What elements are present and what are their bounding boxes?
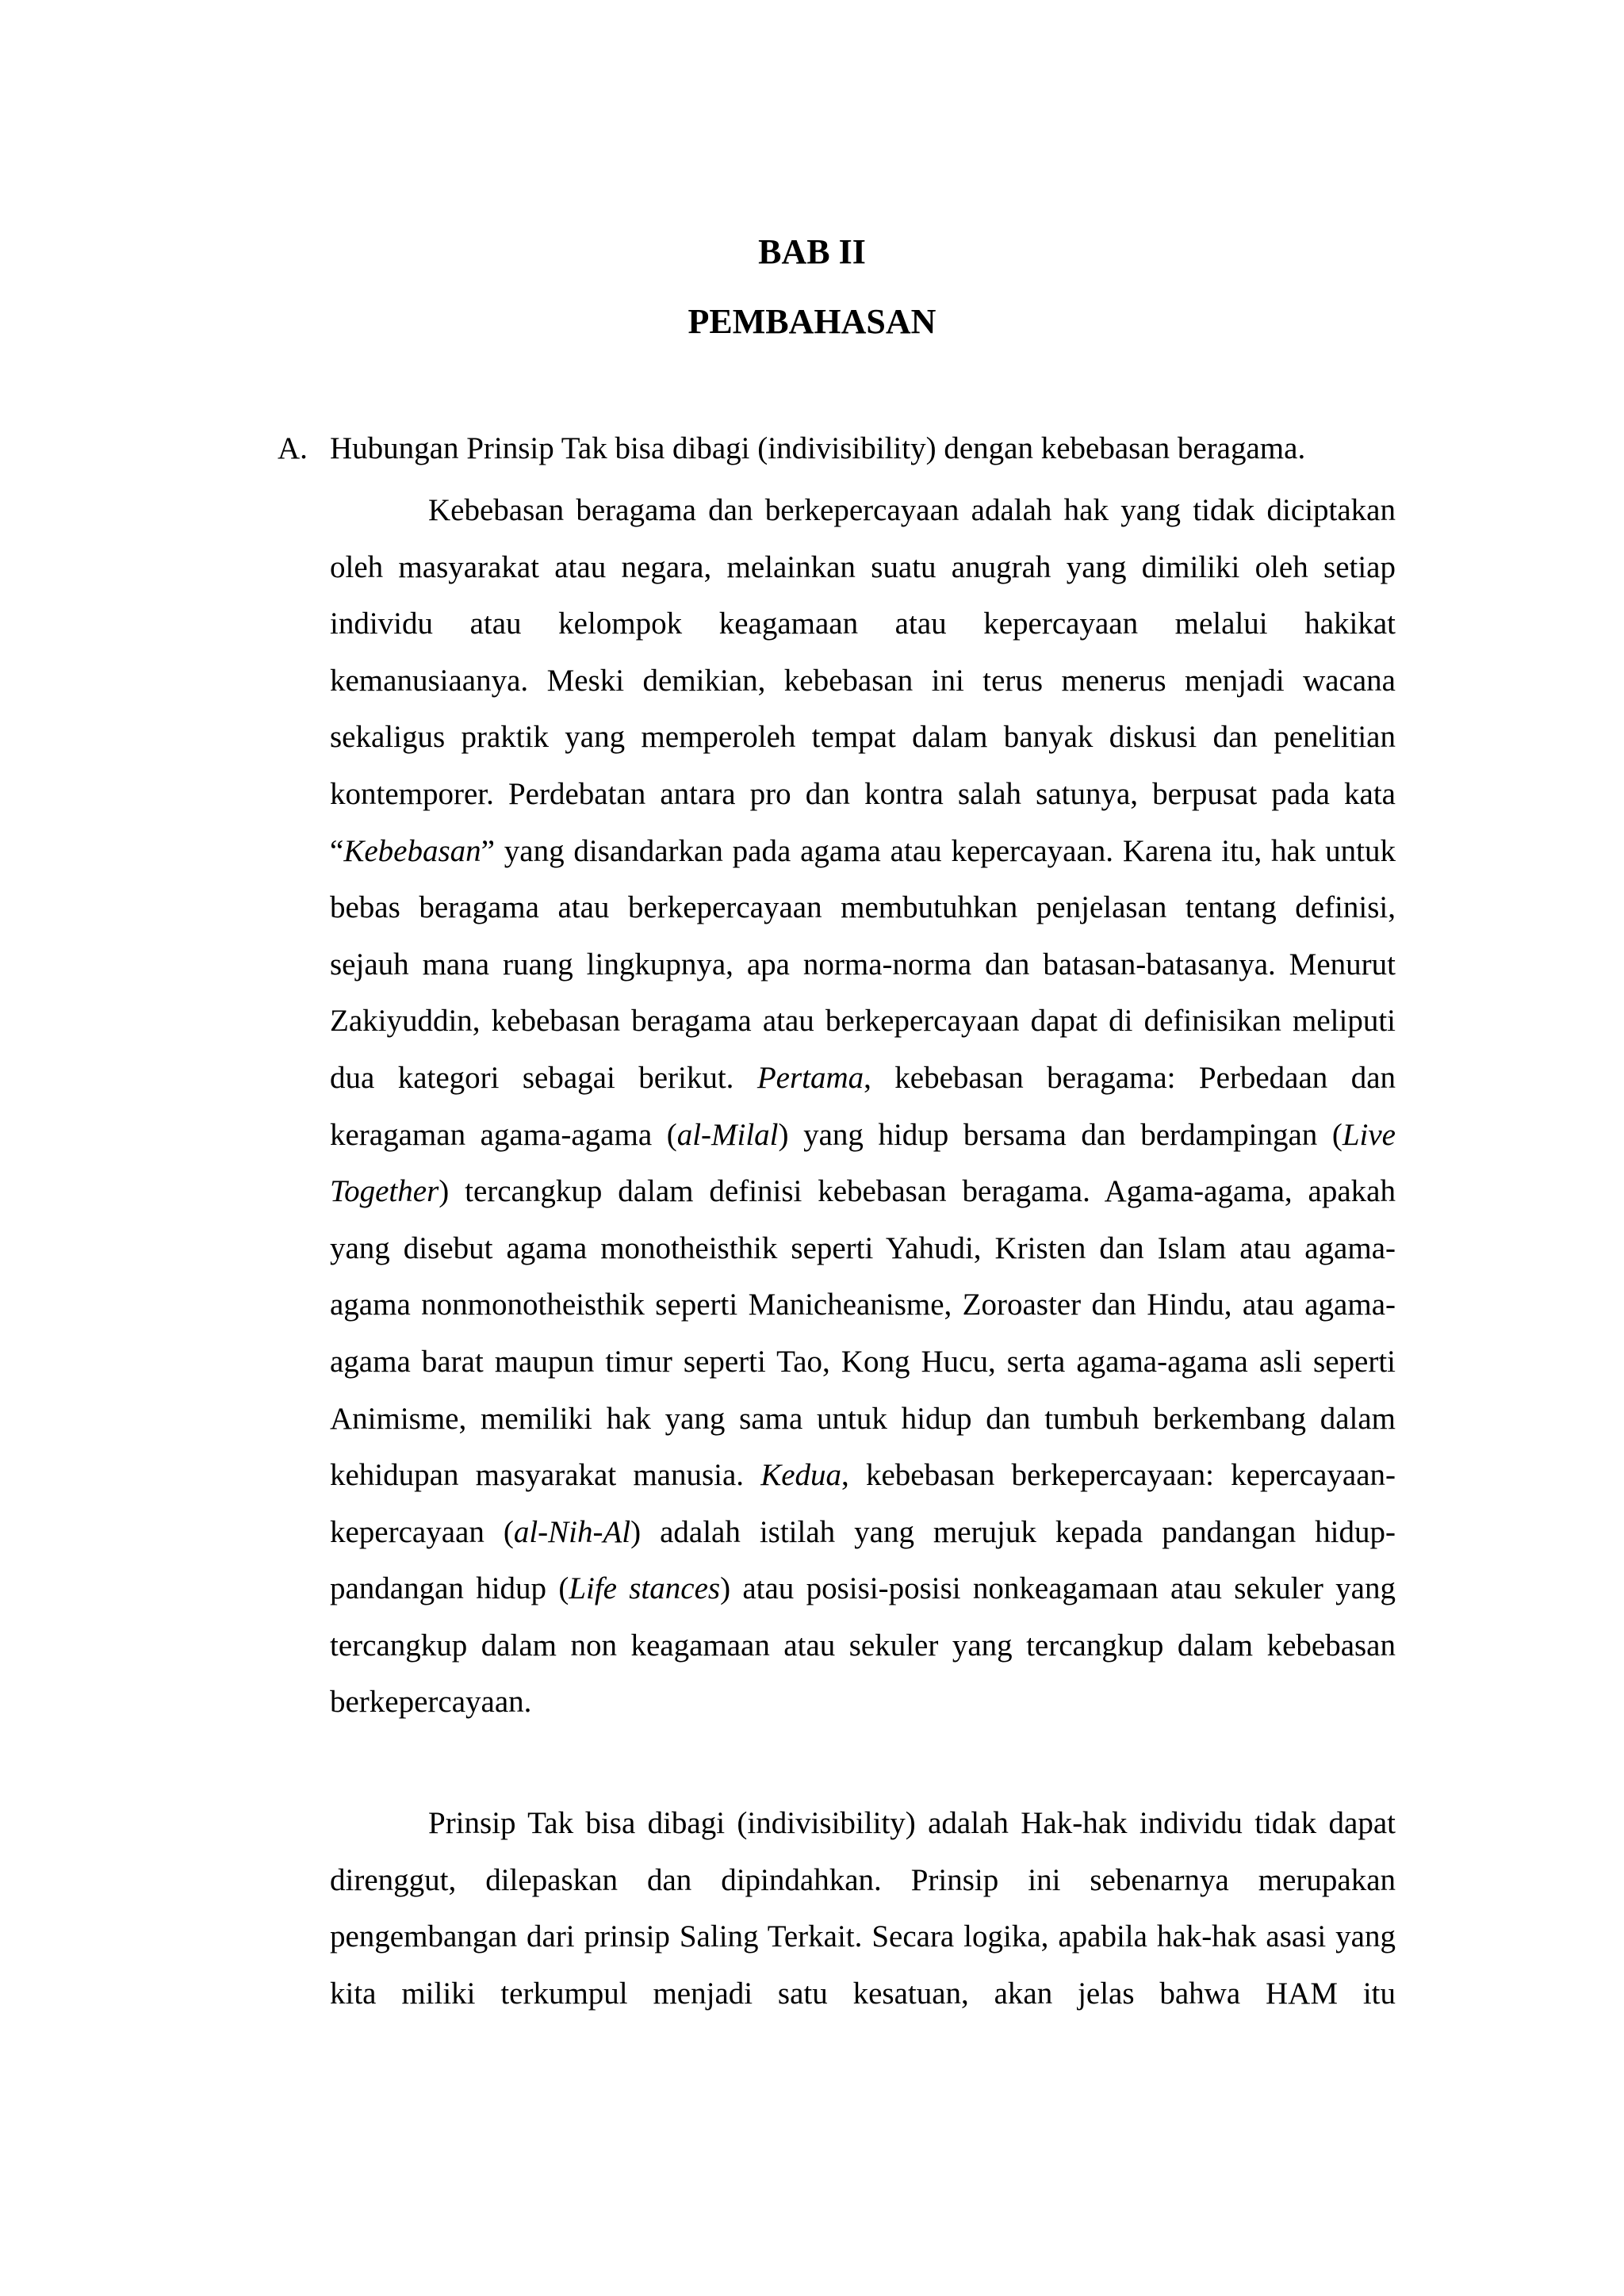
italic-term: Live Together xyxy=(330,1117,1396,1209)
italic-term: Kedua xyxy=(760,1458,842,1493)
text-run: , kebebasan beragama: Perbedaan dan keragaman agama-agama ( xyxy=(330,1060,1396,1152)
text-run: ) adalah istilah yang merujuk kepada pandangan hidup-pandangan hidup ( xyxy=(330,1514,1396,1606)
italic-term: Life stances xyxy=(569,1571,721,1606)
text-run: ” yang disandarkan pada agama atau kepercayaan. Karena itu, hak untuk bebas beragama atau berkepercayaan membutuhkan penjelasan tentang definisi, sejauh mana ruang lingkupnya, apa norma-norma dan batasan-batasanya. Menurut Zakiyuddin, kebebasan beragama atau berkepercayaan dapat di definisikan meliputi dua kategori sebagai berikut. xyxy=(330,833,1396,1095)
chapter-number: BAB II xyxy=(758,232,866,271)
text-run: ) yang hidup bersama dan berdampingan ( xyxy=(778,1117,1342,1152)
body-paragraph-1 xyxy=(330,482,1396,1731)
italic-term: Pertama xyxy=(756,1060,864,1095)
italic-term: Kebebasan xyxy=(343,833,481,868)
text-run: ) tercangkup dalam definisi kebebasan beragama. Agama-agama, apakah yang disebut agama monotheisthik seperti Yahudi, Kristen dan Islam atau agama-agama nonmonotheisthik seperti Manicheanisme, Zoroaster dan Hindu, atau agama-agama barat maupun timur seperti Tao, Kong Hucu, serta agama-agama asli seperti Animisme, memiliki hak yang sama untuk hidup dan tumbuh berkembang dalam kehidupan masyarakat manusia. xyxy=(330,1174,1396,1493)
text-run: Kebebasan beragama dan berkepercayaan adalah hak yang tidak diciptakan oleh masyarakat atau negara, melainkan suatu anugrah yang dimiliki oleh setiap individu atau kelompok keagamaan atau kepercayaan melalui hakikat kemanusiaanya. Meski demikian, kebebasan ini terus menerus menjadi wacana sekaligus praktik yang memperoleh tempat dalam banyak diskusi dan penelitian kontemporer. Perdebatan antara pro dan kontra salah satunya, berpusat pada kata “ xyxy=(330,493,1396,868)
section-heading-text: Hubungan Prinsip Tak bisa dibagi (indivisibility) dengan kebebasan beragama. xyxy=(330,431,1306,465)
section-marker: A. xyxy=(278,431,308,465)
text-run: , kebebasan berkepercayaan: kepercayaan-kepercayaan ( xyxy=(330,1458,1396,1549)
body-paragraph-2 xyxy=(330,1795,1396,2022)
text-run: Prinsip Tak bisa dibagi (indivisibility) adalah Hak-hak individu tidak dapat direnggut, dilepaskan dan dipindahkan. Prinsip ini sebenarnya merupakan pengembangan dari prinsip Saling Terkait. Secara logika, apabila hak-hak asasi yang kita miliki terkumpul menjadi satu kesatuan, akan jelas bahwa HAM itu xyxy=(330,1806,1396,2011)
italic-term: al-Milal xyxy=(676,1117,779,1152)
text-run: ) atau posisi-posisi nonkeagamaan atau sekuler yang tercangkup dalam non keagamaan atau sekuler yang tercangkup dalam kebebasan berkepercayaan. xyxy=(330,1571,1396,1720)
italic-term: al-Nih-Al xyxy=(513,1514,631,1549)
chapter-title: PEMBAHASAN xyxy=(688,302,936,341)
section-heading xyxy=(278,430,1435,468)
